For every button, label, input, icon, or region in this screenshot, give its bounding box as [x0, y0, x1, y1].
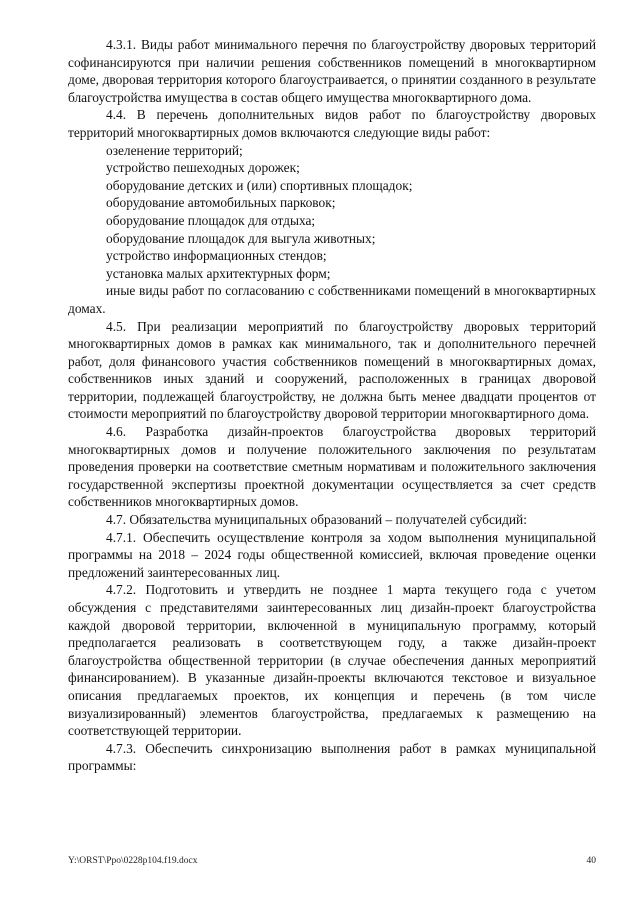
list-item: устройство пешеходных дорожек;: [106, 160, 300, 176]
list-item: оборудование площадок для отдыха;: [106, 212, 316, 228]
document-page: [68, 36, 596, 775]
paragraph-4-4: 4.4. В перечень дополнительных видов работ по благоустройству дворовых территорий многоквартирных домов включаются следующие виды работ:: [68, 107, 596, 140]
list-item: оборудование площадок для выгула животных;: [106, 230, 376, 246]
list-item: оборудование автомобильных парковок;: [106, 195, 336, 211]
paragraph-4-3-1: 4.3.1. Виды работ минимального перечня по благоустройству дворовых территорий софинансируются при наличии решения собственников помещений в многоквартирном доме, дворовая территория которого благоустраивается, о принятии созданного в результате благоустройства имущества в состав общего имущества многоквартирного дома.: [68, 37, 596, 105]
list-item: оборудование детских и (или) спортивных площадок;: [106, 177, 413, 193]
paragraph-4-7-2: 4.7.2. Подготовить и утвердить не позднее 1 марта текущего года с учетом обсуждения с представителями заинтересованных лиц дизайн-проект благоустройства каждой дворовой территории, включенной в муниципальную программу, который предполагается реализовать в соответствующем году, а также дизайн-проект благоустройства общественной территории (в случае обеспечения данных мероприятий финансированием). В указанные дизайн-проекты включаются текстовое и визуальное описания предлагаемых проектов, их концепция и перечень (в том числе визуализированный) элементов благоустройства, предлагаемых к размещению на соответствующей территории.: [68, 582, 596, 739]
paragraph-4-7-1: 4.7.1. Обеспечить осуществление контроля за ходом выполнения муниципальной программы на 2018 – 2024 годы общественной комиссией, включая проведение оценки предложений заинтересованных лиц.: [68, 529, 596, 580]
list-item: установка малых архитектурных форм;: [106, 265, 331, 281]
list-item-last: иные виды работ по согласованию с собственниками помещений в многоквартирных домах.: [68, 283, 596, 316]
paragraph-4-6: 4.6. Разработка дизайн-проектов благоустройства дворовых территорий многоквартирных домов и получение положительного заключения по результатам проведения проверки на соответствие сметным нормативам и положительного заключения государственной экспертизы проектной документации осуществляется за счет средств собственников многоквартирных домов.: [68, 424, 596, 510]
paragraph-4-7-3: 4.7.3. Обеспечить синхронизацию выполнения работ в рамках муниципальной программы:: [68, 740, 596, 774]
paragraph-4-7: 4.7. Обязательства муниципальных образований – получателей субсидий:: [106, 512, 527, 528]
list-item: озеленение территорий;: [106, 142, 243, 158]
page-number: 40: [586, 856, 596, 866]
file-path: Y:\ORST\Ppo\0228p104.f19.docx: [68, 856, 198, 866]
paragraph-4-5: 4.5. При реализации мероприятий по благоустройству дворовых территорий многоквартирных домов в рамках как минимального, так и дополнительного перечней работ, доля финансового участия собственников помещений в многоквартирных домах, собственников иных зданий и сооружений, расположенных в границах дворовой территории, подлежащей благоустройству, не должна быть менее двадцати процентов от стоимости мероприятий по благоустройству дворовой территории многоквартирного дома.: [68, 318, 596, 422]
list-item: устройство информационных стендов;: [106, 248, 327, 264]
